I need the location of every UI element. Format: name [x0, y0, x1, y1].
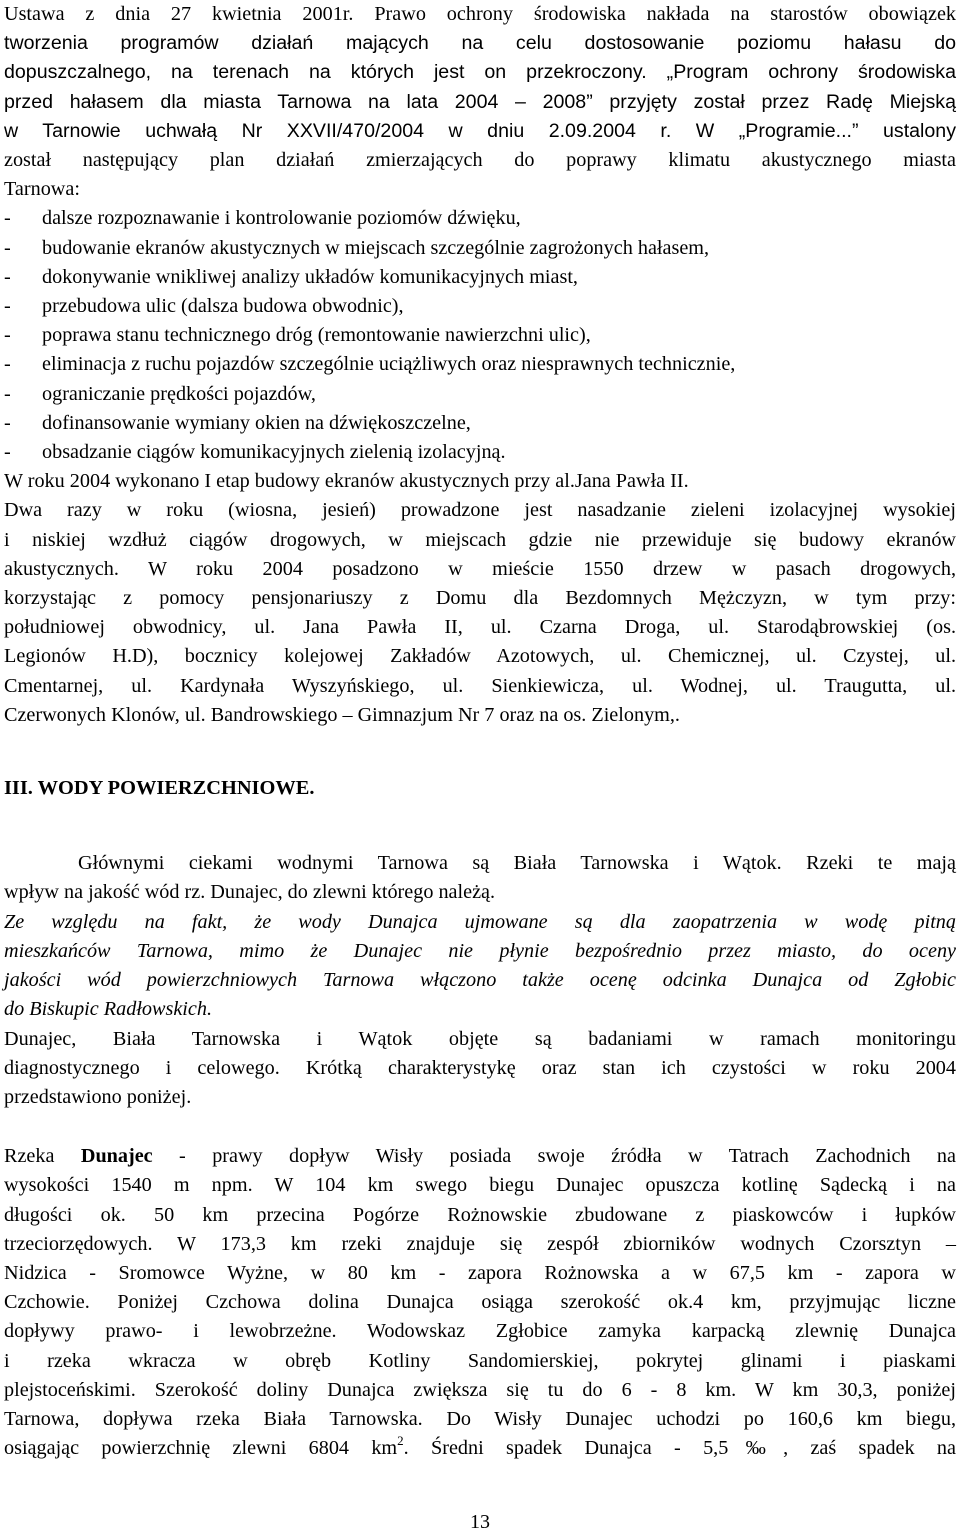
dunajec-description-paragraph [4, 1142, 956, 1463]
list-item [4, 204, 956, 233]
greenery-line: Cmentarnej, ul. Kardynała Wyszyńskiego, ul. Sienkiewicza, ul. Wodnej, ul. Traugutta, ul. [4, 674, 956, 697]
intro-line: Tarnowa: [4, 178, 80, 201]
list-dash: - [4, 324, 11, 347]
greenery-line: korzystając z pomocy pensjonariuszy z Domu dla Bezdomnych Mężczyzn, w tym przy: [4, 587, 956, 610]
monitoring-line: diagnostycznego i celowego. Krótką charakterystykę oraz stan ich czystości w roku 2004 [4, 1056, 956, 1079]
dunajec-description-line [4, 1434, 956, 1463]
list-item-text: dokonywanie wnikliwej analizy układów komunikacyjnych miast, [42, 265, 578, 288]
list-item-text: poprawa stanu technicznego dróg (remontowanie nawierzchni ulic), [42, 324, 591, 347]
list-item [4, 438, 956, 467]
list-item [4, 292, 956, 321]
list-item-text: dalsze rozpoznawanie i kontrolowanie poziomów dźwięku, [42, 207, 521, 230]
dunajec-last-rest: . Średni spadek Dunajca - 5,5‰, zaś spadek na [403, 1437, 956, 1460]
dunajec-last-prefix: osiągając powierzchnię zlewni 6804 km [4, 1437, 398, 1460]
list-dash: - [4, 382, 11, 405]
intro-line: został następujący plan działań zmierzających do poprawy klimatu akustycznego miasta [4, 149, 956, 172]
list-item [4, 263, 956, 292]
greenery-line: akustycznych. W roku 2004 posadzono w mieście 1550 drzew w pasach drogowych, [4, 557, 956, 580]
rivers-intro-line: wpływ na jakość wód rz. Dunajec, do zlewni którego należą. [4, 881, 496, 904]
intro-line: w Tarnowie uchwałą Nr XXVII/470/2004 w dniu 2.09.2004 r. W „Programie...” ustalony [4, 119, 956, 142]
dunajec-note-line: do Biskupic Radłowskich. [4, 998, 213, 1021]
list-item-text: dofinansowanie wymiany okien na dźwiękoszczelne, [42, 411, 471, 434]
greenery-line: południowej obwodnicy, ul. Jana Pawła II, ul. Czarna Droga, ul. Starodąbrowskiej (os. [4, 616, 956, 639]
list-item [4, 380, 956, 409]
intro-line: tworzenia programów działań mających na celu dostosowanie poziomu hałasu do [4, 32, 956, 55]
monitoring-paragraph [4, 1025, 956, 1113]
list-item-text: budowanie ekranów akustycznych w miejscach szczególnie zagrożonych hałasem, [42, 236, 710, 259]
dunajec-description-line [4, 1142, 956, 1171]
dunajec-description-line: Tarnowa, dopływa rzeka Biała Tarnowska. Do Wisły Dunajec uchodzi po 160,6 km biegu, [4, 1407, 956, 1430]
list-item [4, 321, 956, 350]
monitoring-line: przedstawiono poniżej. [4, 1085, 192, 1108]
greenery-paragraph [4, 496, 956, 730]
list-dash: - [4, 295, 11, 318]
superscript-2: 2 [397, 1433, 404, 1449]
spacer [4, 1112, 956, 1142]
spacer [4, 730, 956, 774]
monitoring-line: Dunajec, Biała Tarnowska i Wątok objęte są badaniami w ramach monitoringu [4, 1027, 956, 1050]
dunajec-description-line: plejstoceńskimi. Szerokość doliny Dunajca zwiększa się tu do 6 - 8 km. W km 30,3, poniżej [4, 1378, 956, 1401]
spacer [4, 803, 956, 849]
screens-2004-line: W roku 2004 wykonano I etap budowy ekranów akustycznych przy al.Jana Pawła II. [4, 470, 689, 493]
page-number: 13 [470, 1511, 490, 1533]
greenery-line: i niskiej wzdłuż ciągów drogowych, w miejscach gdzie nie przewiduje się budowy ekranów [4, 528, 956, 551]
dunajec-description-line: trzeciorzędowych. W 173,3 km rzeki znajduje się zespół zbiorników wodnych Czorsztyn – [4, 1232, 956, 1255]
dunajec-note-paragraph [4, 908, 956, 1025]
list-dash: - [4, 353, 11, 376]
list-item [4, 234, 956, 263]
rivers-intro-paragraph [4, 849, 956, 907]
intro-line-serif: Ustawa z dnia 27 kwietnia 2001r. Prawo ochrony środowiska nakłada na starostów obowiązek [4, 3, 956, 25]
list-dash: - [4, 265, 11, 288]
list-item-text: przebudowa ulic (dalsza budowa obwodnic), [42, 295, 404, 318]
dunajec-note-line: mieszkańców Tarnowa, mimo że Dunajec nie płynie bezpośrednio przez miasto, do oceny [4, 939, 956, 962]
dunajec-description-line: wysokości 1540 m npm. W 104 km swego biegu Dunajec opuszcza kotlinę Sądecką i na [4, 1174, 956, 1197]
list-item-text: obsadzanie ciągów komunikacyjnych zielenią izolacyjną. [42, 441, 506, 464]
list-item-text: eliminacja z ruchu pojazdów szczególnie uciążliwych oraz niesprawnych technicznie, [42, 353, 736, 376]
list-dash: - [4, 441, 11, 464]
dunajec-river-name: Dunajec [80, 1145, 153, 1168]
dunajec-first-rest: - prawy dopływ Wisły posiada swoje źródła w Tatrach Zachodnich na [152, 1145, 956, 1168]
intro-line [4, 0, 956, 29]
measures-list [4, 204, 956, 467]
dunajec-description-line: Czchowie. Poniżej Czchowa dolina Dunajca osiąga szerokość ok.4 km, przyjmując liczne [4, 1291, 956, 1314]
intro-paragraph [4, 0, 956, 204]
list-dash: - [4, 207, 11, 230]
list-item-text: ograniczanie prędkości pojazdów, [42, 382, 316, 405]
greenery-line: Czerwonych Klonów, ul. Bandrowskiego – Gimnazjum Nr 7 oraz na os. Zielonym,. [4, 703, 680, 726]
section-heading: III. WODY POWIERZCHNIOWE. [4, 777, 315, 800]
screens-2004-paragraph [4, 467, 956, 496]
document-page [4, 0, 956, 1463]
dunajec-note-line: jakości wód powierzchniowych Tarnowa włączono także ocenę odcinka Dunajca od Zgłobic [4, 969, 956, 992]
dunajec-prefix: Rzeka [4, 1145, 81, 1168]
dunajec-description-line: długości ok. 50 km przecina Pogórze Rożnowskie zbudowane z piaskowców i łupków [4, 1203, 956, 1226]
list-dash: - [4, 411, 11, 434]
list-item [4, 409, 956, 438]
rivers-intro-line: Głównymi ciekami wodnymi Tarnowa są Biała Tarnowska i Wątok. Rzeki te mają [78, 852, 956, 875]
dunajec-description-line: i rzeka wkracza w obręb Kotliny Sandomierskiej, pokrytej glinami i piaskami [4, 1349, 956, 1372]
greenery-line: Legionów H.D), bocznicy kolejowej Zakładów Azotowych, ul. Chemicznej, ul. Czystej, ul. [4, 645, 956, 668]
intro-line: przed hałasem dla miasta Tarnowa na lata 2004 – 2008” przyjęty został przez Radę Miejską [4, 90, 956, 113]
dunajec-note-line: Ze względu na fakt, że wody Dunajca ujmowane są dla zaopatrzenia w wodę pitną [4, 910, 956, 933]
list-item [4, 350, 956, 379]
dunajec-description-line: Nidzica - Sromowce Wyżne, w 80 km - zapora Rożnowska a w 67,5 km - zapora w [4, 1261, 956, 1284]
intro-line: dopuszczalnego, na terenach na których jest on przekroczony. „Program ochrony środowiska [4, 61, 956, 84]
greenery-line: Dwa razy w roku (wiosna, jesień) prowadzone jest nasadzanie zieleni izolacyjnej wysokiej [4, 499, 956, 522]
list-dash: - [4, 236, 11, 259]
dunajec-description-line: dopływy prawo- i lewobrzeżne. Wodowskaz Zgłobice zamyka karpacką zlewnię Dunajca [4, 1320, 956, 1343]
